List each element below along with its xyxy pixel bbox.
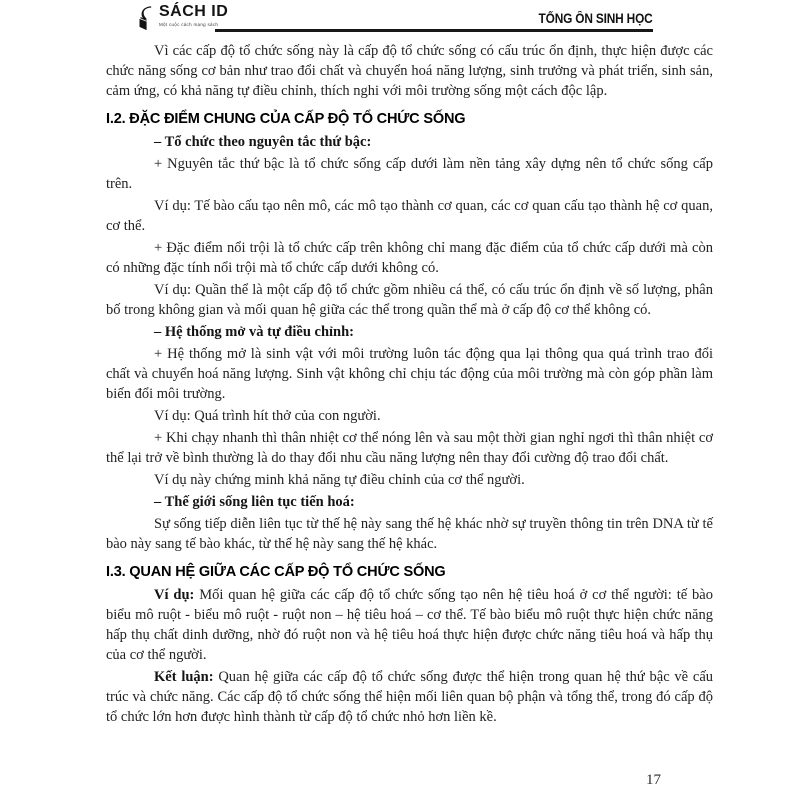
page-number: 17 xyxy=(646,772,661,788)
paragraph: + Đặc điểm nổi trội là tổ chức cấp trên không chỉ mang đặc điểm của tổ chức cấp dưới mà còn có những đặc tính nổi trội mà tổ chức cấp dưới không có. xyxy=(106,240,713,276)
paragraph: Ví dụ: Quá trình hít thở của con người. xyxy=(154,408,381,424)
book-logo-icon xyxy=(137,5,157,37)
subsection-heading: – Tổ chức theo nguyên tắc thứ bậc: xyxy=(154,134,372,150)
bold-lead-label: Ví dụ: xyxy=(154,587,195,603)
paragraph: Vì các cấp độ tổ chức sống này là cấp độ tổ chức sống có cấu trúc ổn định, thực hiện được các chức năng sống cơ bản như trao đổi chất và chuyển hoá năng lượng, sinh trưởng và phát triển, sinh sản, cảm ứng, có khả năng tự điều chỉnh, thích nghi với môi trường sống một cách độc lập. xyxy=(106,43,713,99)
page-body xyxy=(106,41,713,729)
paragraph: Kết luận: Quan hệ giữa các cấp độ tổ chức sống được thể hiện trong quan hệ thứ bậc về cấu trúc và chức năng. Các cấp độ tổ chức sống thể hiện mối liên quan bộ phận và tổng thể, trong đó cấp độ tổ chức lớn hơn được hình thành từ cấp độ tổ chức nhỏ hơn liền kề. xyxy=(106,669,714,725)
section-heading: I.3. QUAN HỆ GIỮA CÁC CẤP ĐỘ TỔ CHỨC SỐNG xyxy=(106,563,446,580)
paragraph: Ví dụ: Mối quan hệ giữa các cấp độ tổ chức sống tạo nên hệ tiêu hoá ở cơ thể người: tế bào biểu mô ruột - biểu mô ruột - ruột non – hệ tiêu hoá – cơ thể. Tế bào biểu mô ruột thực hiện chức năng hấp thụ chất dinh dưỡng, nhờ đó ruột non và hệ tiêu hoá thực hiện được chức năng tiêu hoá và hấp thụ của cơ thể người. xyxy=(106,587,713,663)
paragraph: + Hệ thống mở là sinh vật với môi trường luôn tác động qua lại thông qua quá trình trao đổi chất và chuyển hoá năng lượng. Sinh vật không chỉ chịu tác động của môi trường mà còn góp phần làm biến đổi môi trường. xyxy=(106,346,713,402)
paragraph: Ví dụ: Tế bào cấu tạo nên mô, các mô tạo thành cơ quan, các cơ quan cấu tạo thành hệ cơ quan, cơ thể. xyxy=(106,198,713,234)
logo-title: SÁCH ID xyxy=(159,3,229,20)
paragraph: Ví dụ: Quần thể là một cấp độ tổ chức gồm nhiều cá thể, có cấu trúc ổn định về số lượng, phân bố trong không gian và mối quan hệ giữa các thể trong quần thể mà ở cấp độ cơ thể không có. xyxy=(106,282,713,318)
section-heading: I.2. ĐẶC ĐIỂM CHUNG CỦA CẤP ĐỘ TỔ CHỨC SỐNG xyxy=(106,110,466,127)
paragraph: Sự sống tiếp diễn liên tục từ thế hệ này sang thế hệ khác nhờ sự truyền thông tin trên DNA từ tế bào này sang tế bào khác, từ thế hệ này sang thế hệ khác. xyxy=(106,516,713,552)
logo-text xyxy=(159,4,228,27)
subsection-heading: – Hệ thống mở và tự điều chỉnh: xyxy=(154,324,355,340)
paragraph: + Khi chạy nhanh thì thân nhiệt cơ thể nóng lên và sau một thời gian nghỉ ngơi thì thân nhiệt cơ thể lại trở về bình thường là do thay đổi nhu cầu năng lượng nên thay đổi cường độ trao đổi chất. xyxy=(106,430,713,466)
subsection-heading: – Thế giới sống liên tục tiến hoá: xyxy=(154,494,355,510)
running-head-title: TỔNG ÔN SINH HỌC xyxy=(538,11,653,26)
header-rule xyxy=(215,29,653,32)
paragraph: + Nguyên tắc thứ bậc là tổ chức sống cấp dưới làm nền tảng xây dựng nên tổ chức sống cấp trên. xyxy=(106,156,713,192)
paragraph: Ví dụ này chứng minh khả năng tự điều chỉnh của cơ thể người. xyxy=(154,472,525,488)
bold-lead-label: Kết luận: xyxy=(154,669,214,685)
logo-tagline: Một cuộc cách mạng sách xyxy=(159,21,219,27)
sach-id-logo xyxy=(137,4,228,37)
